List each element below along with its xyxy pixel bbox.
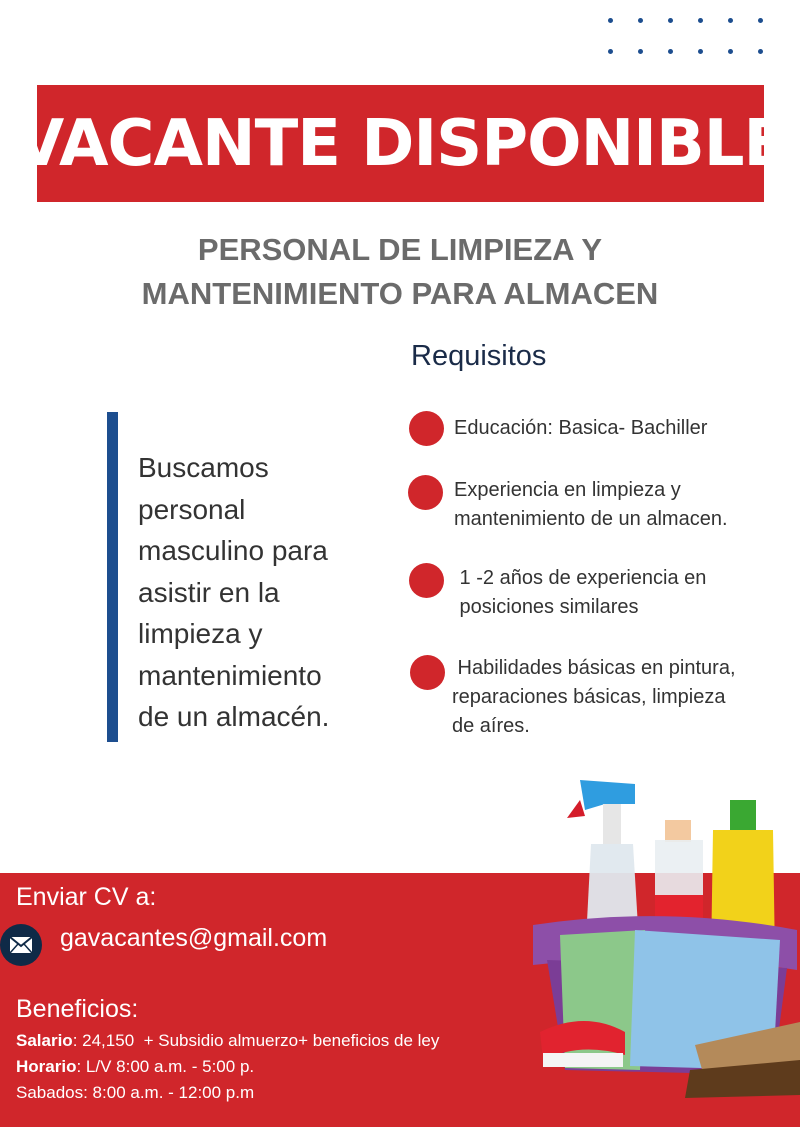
bullet-icon	[409, 563, 444, 598]
description-line: mantenimiento	[138, 659, 322, 691]
description-line: asistir en la	[138, 576, 280, 608]
description-line: limpieza y	[138, 618, 263, 649]
requirement-item	[454, 414, 707, 443]
job-subtitle	[60, 228, 740, 316]
requirement-line: Habilidades básicas en pintura,	[452, 657, 736, 679]
requirement-line: reparaciones básicas, limpieza	[452, 686, 726, 708]
salary-line	[16, 1031, 439, 1051]
cleaning-supplies-illustration	[525, 770, 800, 1100]
send-cv-label: Enviar CV a:	[16, 883, 157, 911]
benefits-title: Beneficios:	[16, 995, 139, 1023]
schedule-label: Horario	[16, 1057, 77, 1076]
schedule-line	[16, 1057, 254, 1077]
envelope-icon	[0, 924, 42, 966]
decorative-dots	[600, 14, 790, 64]
requirement-item	[454, 564, 706, 622]
requirement-line: mantenimiento de un almacen.	[454, 508, 728, 530]
requirements-title: Requisitos	[411, 340, 547, 372]
requirement-line: posiciones similares	[454, 596, 639, 618]
requirement-line: Experiencia en limpieza y	[454, 479, 681, 501]
bullet-icon	[409, 411, 444, 446]
requirement-item	[454, 476, 728, 534]
saturday-line: Sabados: 8:00 a.m. - 12:00 p.m	[16, 1083, 255, 1102]
accent-bar	[107, 412, 118, 742]
requirement-line: Educación: Basica- Bachiller	[454, 417, 708, 439]
description-line: masculino para	[138, 535, 328, 566]
requirement-line: 1 -2 años de experiencia en	[454, 567, 707, 589]
bullet-icon	[408, 475, 443, 510]
email-link[interactable]: gavacantes@gmail.com	[60, 924, 328, 952]
salary-label: Salario	[16, 1031, 73, 1050]
requirement-item	[452, 654, 736, 741]
job-description	[138, 447, 388, 738]
description-line: personal	[138, 493, 246, 525]
banner-title: VACANTE DISPONIBLE	[14, 106, 787, 181]
description-line: de un almacén.	[138, 701, 330, 732]
bottle-cap	[730, 800, 756, 830]
subtitle-line-2: MANTENIMIENTO PARA ALMACEN	[141, 276, 659, 311]
vacancy-banner	[14, 85, 787, 202]
bullet-icon	[410, 655, 445, 690]
subtitle-line-1: PERSONAL DE LIMPIEZA Y	[197, 232, 603, 267]
description-line: Buscamos	[138, 452, 269, 483]
schedule-value: : L/V 8:00 a.m. - 5:00 p.	[76, 1057, 255, 1076]
requirement-line: de aíres.	[452, 715, 530, 737]
salary-value: : 24,150 + Subsidio almuerzo+ beneficios de ley	[72, 1031, 440, 1050]
